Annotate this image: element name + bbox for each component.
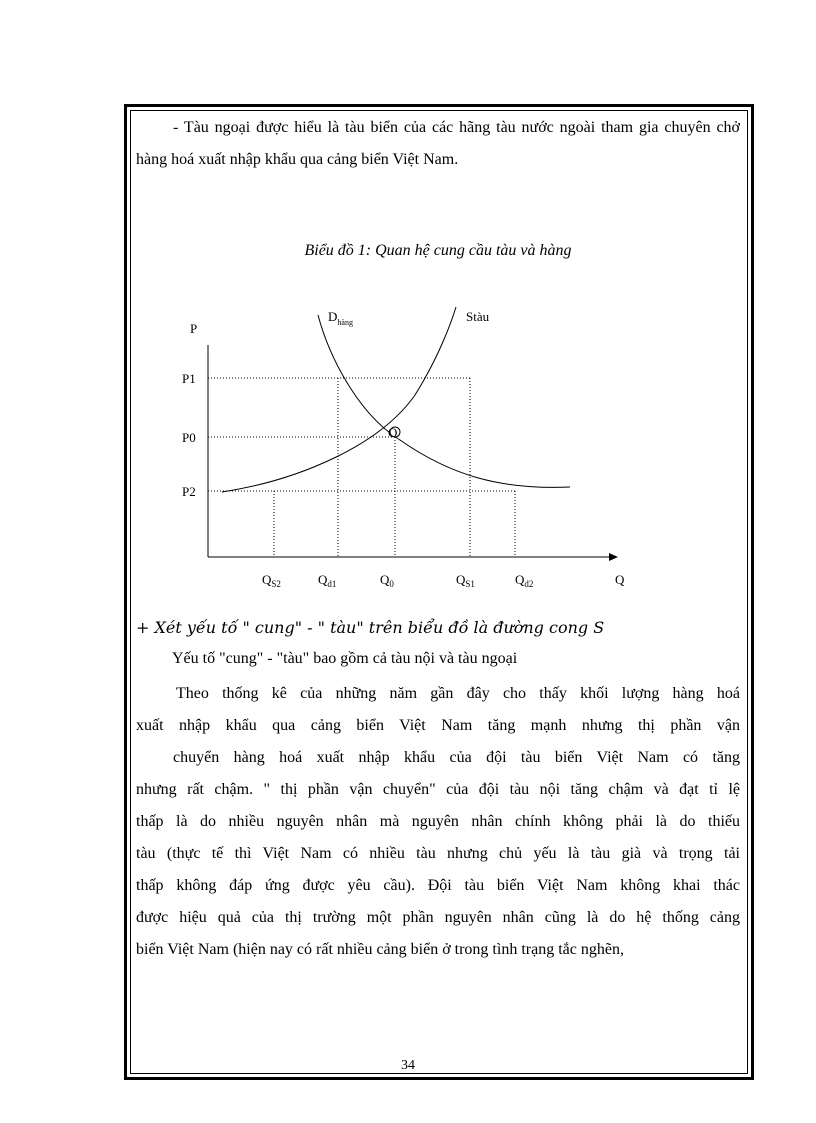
demand-label-sub: hàng xyxy=(337,318,353,327)
supply-label: Stàu xyxy=(466,309,490,324)
tick-qd1: $Q_{d1}$ xyxy=(318,572,337,589)
supply-curve xyxy=(222,307,456,492)
body-line: biển Việt Nam (hiện nay có rất nhiều cảng biển ở trong tình trạng tắc nghẽn, xyxy=(136,941,624,958)
body-line: tàu (thực tế thì Việt Nam có nhiều tàu nhưng chủ yếu là tàu già và trọng tải xyxy=(136,845,740,862)
body-line: xuất nhập khẩu qua cảng biển Việt Nam tăng mạnh nhưng thị phần vận xyxy=(136,717,740,734)
line-cung-tau: Yếu tố "cung" - "tàu" bao gồm cả tàu nội và tàu ngoại xyxy=(172,650,518,667)
chart-caption: Biểu đồ 1: Quan hệ cung cầu tàu và hàng xyxy=(304,242,572,259)
note-supply-curve: + Xét yếu tố " cung" - " tàu" trên biểu đồ là đường cong S xyxy=(136,618,605,637)
tick-q0: $Q_0$ xyxy=(380,572,394,589)
body-line: nhưng rất chậm. " thị phần vận chuyển" của đội tàu nội tăng chậm và đạt tỉ lệ xyxy=(136,781,740,798)
demand-label: $D_{hàng}$ xyxy=(328,309,353,327)
tick-p2: P2 xyxy=(182,484,196,499)
y-axis-label: P xyxy=(190,321,198,336)
x-axis-arrow xyxy=(609,553,618,561)
tick-qd2: $Q_{d2}$ xyxy=(515,572,534,589)
body-line: được hiệu quả của thị trường một phần nguyên nhân cũng là do hệ thống cảng xyxy=(136,909,740,926)
body-line: Theo thống kê của những năm gần đây cho thấy khối lượng hàng hoá xyxy=(176,685,740,702)
body-line: thấp là do nhiều nguyên nhân mà nguyên nhân chính không phải là do thiếu xyxy=(136,813,740,830)
body-line: chuyển hàng hoá xuất nhập khẩu của đội tàu biển Việt Nam có tăng xyxy=(173,749,740,766)
body-line: thấp không đáp ứng được yêu cầu). Đội tàu biển Việt Nam không khai thác xyxy=(136,877,740,894)
tick-p0: P0 xyxy=(182,430,196,445)
tick-qs1: $Q_{S1}$ xyxy=(456,572,475,589)
page-number: 34 xyxy=(401,1058,415,1073)
equilibrium-label: O xyxy=(388,425,398,440)
paragraph-tau-ngoai: - Tàu ngoại được hiểu là tàu biển của các hãng tàu nước ngoài tham gia chuyên chở hàng hoá xuất nhập khẩu qua cảng biển Việt Nam. xyxy=(136,119,740,168)
x-axis-label: Q xyxy=(615,572,625,587)
tick-qs2: $Q_{S2}$ xyxy=(262,572,281,589)
body-paragraph xyxy=(136,678,740,966)
tick-p1: P1 xyxy=(182,371,196,386)
